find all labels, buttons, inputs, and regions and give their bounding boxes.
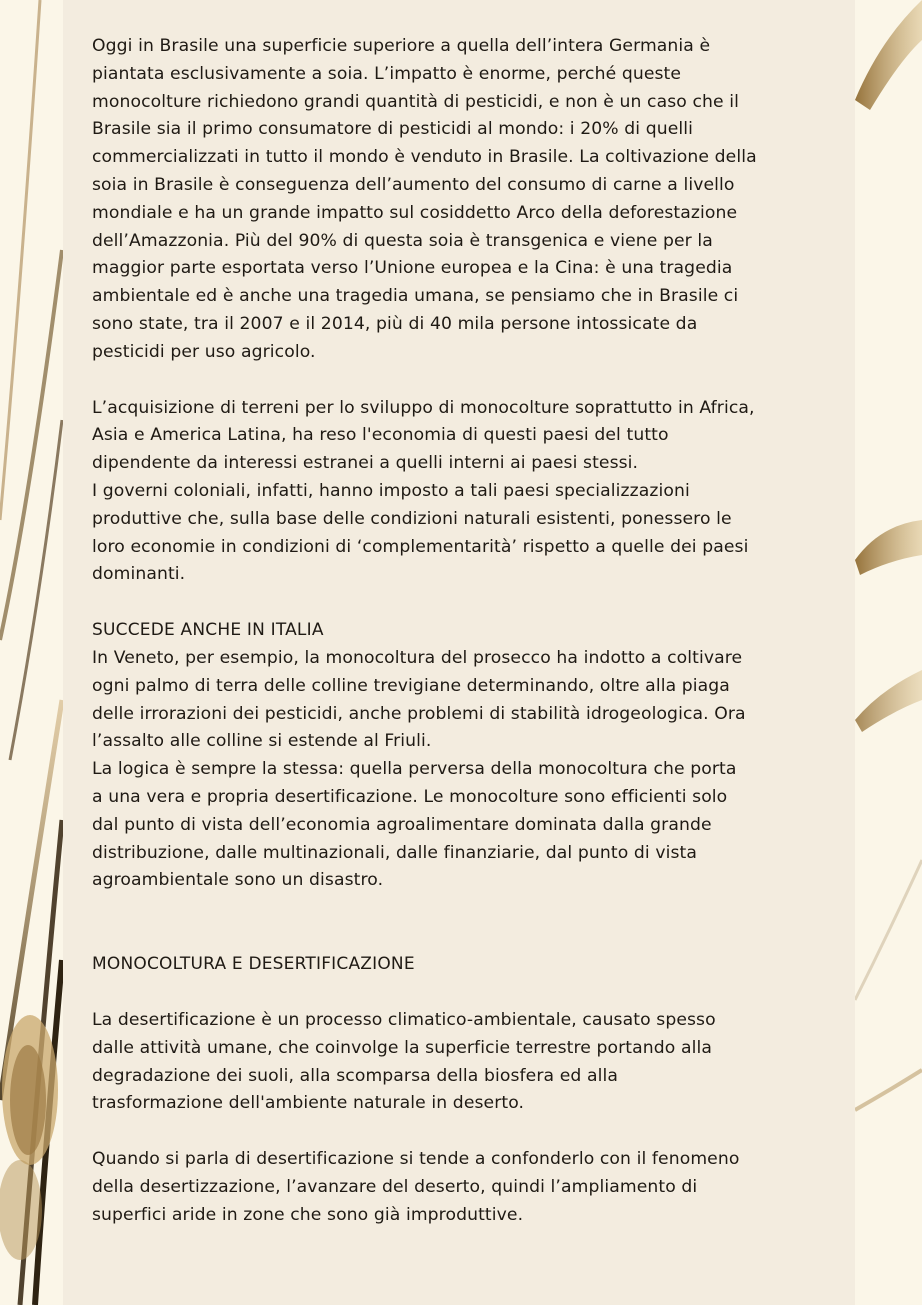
paragraph-acquisizione-terreni: L’acquisizione di terreni per lo sviluppo di monocolture soprattutto in Africa, Asia e America Latina, ha reso l'economia di questi paesi del tutto dipendente da interessi estranei a quelli interni ai paesi stessi. I governi coloniali, infatti, hanno imposto a tali paesi specializzazioni produttive che, sulla base delle condizioni naturali esistenti, ponessero le loro economie in condizioni di ‘complementarità’ rispetto a quelle dei paesi dominanti. — [92, 397, 755, 585]
grass-stem — [10, 420, 62, 760]
paragraph-soia-brasile: Oggi in Brasile una superficie superiore a quella dell’intera Germania è piantata esclusivamente a soia. L’impatto è enorme, perché queste monocolture richiedono grandi quantità di pesticidi, e non è un caso che il Brasile sia il primo consumatore di pesticidi al mondo: i 20% di quelli commercializzati in tutto il mondo è venduto in Brasile. La coltivazione della soia in Brasile è conseguenza dell’aumento del consumo di carne a livello mondiale e ha un grande impatto sul cosiddetto Arco della deforestazione dell’Amazzonia. Più del 90% di questa soia è transgenica e viene per la maggior parte esportata verso l’Unione europea e la Cina: è una tragedia ambientale ed è anche una tragedia umana, se pensiamo che in Brasile ci sono state, tra il 2007 e il 2014, più di 40 mila persone intossicate da pesticidi per uso agricolo. — [92, 36, 757, 362]
wheat-ear — [855, 520, 922, 575]
section-heading-italia: SUCCEDE ANCHE IN ITALIA — [92, 620, 324, 641]
wheat-ear — [855, 0, 922, 110]
article-body — [92, 33, 837, 1229]
wheat-ear — [855, 670, 922, 732]
section-heading-desertificazione: MONOCOLTURA E DESERTIFICAZIONE — [92, 954, 415, 975]
grass-stem — [855, 860, 922, 1000]
grass-stem — [855, 1070, 922, 1110]
paragraph-desertizzazione: Quando si parla di desertificazione si tende a confonderlo con il fenomeno della desertizzazione, l’avanzare del deserto, quindi l’ampliamento di superfici aride in zone che sono già improduttive. — [92, 1149, 740, 1225]
paragraph-veneto-prosecco: In Veneto, per esempio, la monocoltura del prosecco ha indotto a coltivare ogni palmo di terra delle colline trevigiane determinando, oltre alla piaga delle irrorazioni dei pesticidi, anche problemi di stabilità idrogeologica. Ora l’assalto alle colline si estende al Friuli. La logica è sempre la stessa: quella perversa della monocoltura che porta a una vera e propria desertificazione. Le monocolture sono efficienti solo dal punto di vista dell’economia agroalimentare dominata dalla grande distribuzione, dalle multinazionali, dalle finanziarie, dal punto di vista agroambientale sono un disastro. — [92, 647, 746, 891]
grass-stem — [0, 250, 62, 640]
wheat-ear — [0, 1160, 42, 1260]
wheat-ear — [10, 1045, 46, 1155]
paragraph-desertificazione-definizione: La desertificazione è un processo climatico-ambientale, causato spesso dalle attività umane, che coinvolge la superficie terrestre portando alla degradazione dei suoli, alla scomparsa della biosfera ed alla trasformazione dell'ambiente naturale in deserto. — [92, 1009, 716, 1114]
